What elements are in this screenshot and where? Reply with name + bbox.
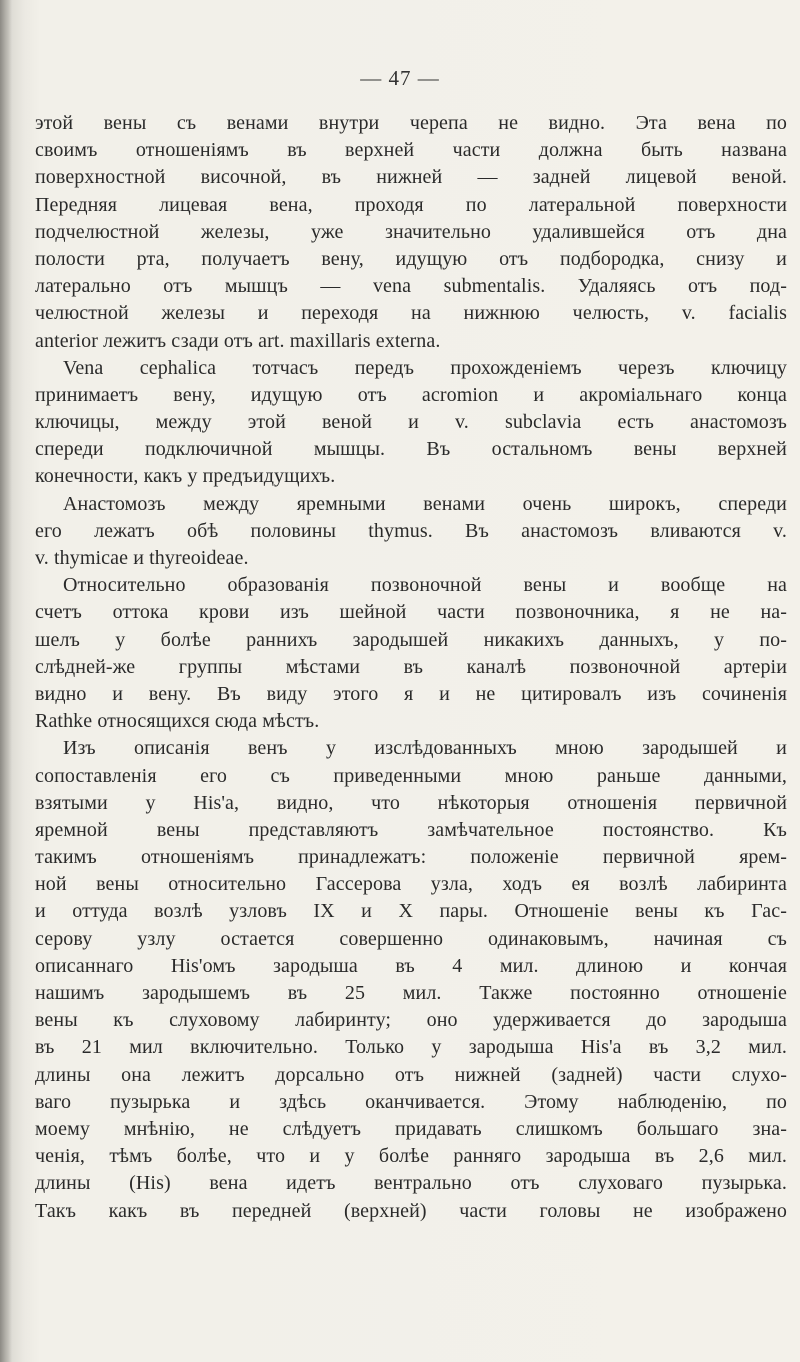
text-line: длины она лежитъ дорсально отъ нижней (задней) части слухо- <box>35 1063 787 1086</box>
text-line: челюстной железы и переходя на нижнюю челюсть, v. facialis <box>35 302 787 325</box>
text-line: нашимъ зародышемъ въ 25 мил. Также постоянно отношеніе <box>35 982 787 1004</box>
text-line: ченія, тѣмъ болѣе, что и у болѣе ранняго зародыша въ 2,6 мил. <box>35 1145 787 1168</box>
text-line: спереди подключичной мышцы. Въ остальномъ вены верхней <box>35 438 787 461</box>
text-line: ваго пузырька и здѣсь оканчивается. Этому наблюденію, по <box>35 1090 787 1113</box>
page-number: — 47 — <box>360 66 440 90</box>
text-line: конечности, какъ у предъидущихъ. <box>35 465 336 488</box>
page-binding-edge <box>0 0 12 1362</box>
text-line: видно и вену. Въ виду этого я и не цитировалъ изъ сочиненія <box>35 682 787 705</box>
text-line: anterior лежитъ сзади отъ art. maxillaris externa. <box>35 329 441 352</box>
text-line: Относительно образованія позвоночной вены и вообще на <box>63 574 787 597</box>
text-line: въ 21 мил включительно. Только у зародыша His'а въ 3,2 мил. <box>35 1036 787 1059</box>
text-line: латерально отъ мышцъ — vena submentalis. Удаляясь отъ под- <box>35 275 787 298</box>
text-line: Rathke относящихся сюда мѣстъ. <box>35 710 320 733</box>
text-line: такимъ отношеніямъ принадлежатъ: положеніе первичной ярем- <box>35 846 787 869</box>
text-line: шелъ у болѣе раннихъ зародышей никакихъ данныхъ, у по- <box>35 628 787 651</box>
text-line: полости рта, получаетъ вену, идущую отъ подбородка, снизу и <box>35 247 787 270</box>
text-line: слѣдней-же группы мѣстами въ каналѣ позвоночной артеріи <box>35 655 787 678</box>
text-line: Анастомозъ между яремными венами очень широкъ, спереди <box>63 492 787 515</box>
text-line: Такъ какъ въ передней (верхней) части головы не изображено <box>35 1199 787 1222</box>
text-line: его лежатъ обѣ половины thymus. Въ анастомозъ вливаются v. <box>35 519 787 542</box>
text-line: поверхностной височной, въ нижней — задней лицевой веной. <box>35 166 787 189</box>
body-text <box>35 110 787 1225</box>
text-line: серову узлу остается совершенно одинаковымъ, начиная съ <box>35 927 787 950</box>
text-line: описаннаго His'омъ зародыша въ 4 мил. длиною и кончая <box>35 954 787 977</box>
text-line: счетъ оттока крови изъ шейной части позвоночника, я не на- <box>35 601 787 624</box>
text-line: яремной вены представляютъ замѣчательное постоянство. Къ <box>35 818 787 841</box>
text-line: ной вены относительно Гассерова узла, ходъ ея возлѣ лабиринта <box>35 873 787 896</box>
text-line: Vena cephalica тотчасъ передъ прохожденіемъ черезъ ключицу <box>63 356 787 379</box>
text-line: моему мнѣнію, не слѣдуетъ придавать слишкомъ большаго зна- <box>35 1117 787 1140</box>
text-line: ключицы, между этой веной и v. subclavia есть анастомозъ <box>35 411 787 434</box>
text-line: Изъ описанія венъ у изслѣдованныхъ мною зародышей и <box>63 737 787 760</box>
text-line: этой вены съ венами внутри черепа не видно. Эта вена по <box>35 112 787 134</box>
text-line: сопоставленія его съ приведенными мною раньше данными, <box>35 764 787 787</box>
text-line: длины (His) вена идетъ вентрально отъ слуховаго пузырька. <box>35 1172 787 1195</box>
text-line: вены къ слуховому лабиринту; оно удерживается до зародыша <box>35 1009 787 1032</box>
text-line: взятыми у His'а, видно, что нѣкоторыя отношенія первичной <box>35 791 787 814</box>
text-line: своимъ отношеніямъ въ верхней части должна быть названа <box>35 139 787 162</box>
text-line: подчелюстной железы, уже значительно удалившейся отъ дна <box>35 220 787 243</box>
text-line: и оттуда возлѣ узловъ IX и X пары. Отношеніе вены къ Гас- <box>35 900 787 923</box>
text-line: v. thymicae и thyreoideae. <box>35 547 249 569</box>
text-line: принимаетъ вену, идущую отъ acromion и акроміальнаго конца <box>35 383 787 406</box>
text-line: Передняя лицевая вена, проходя по латеральной поверхности <box>35 193 787 216</box>
